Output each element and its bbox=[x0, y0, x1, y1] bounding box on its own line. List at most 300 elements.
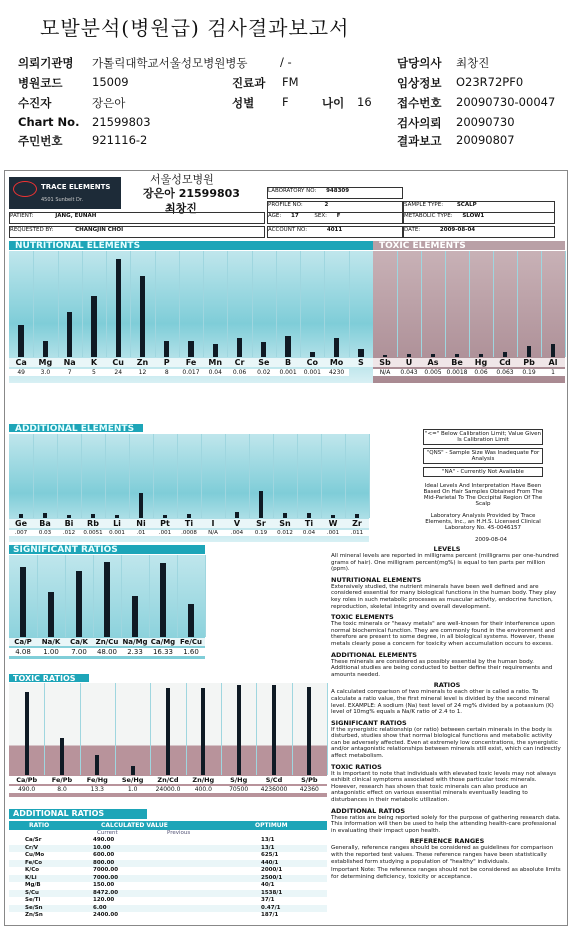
nutritional-value: 24 bbox=[106, 369, 130, 376]
lab-no-label: LABORATORY NO: bbox=[268, 188, 317, 194]
toxic-value: 0.043 bbox=[397, 369, 421, 376]
nutritional-label: Cr bbox=[227, 358, 251, 367]
additional-column bbox=[297, 434, 322, 518]
toxic-ratio-value: 400.0 bbox=[186, 786, 221, 793]
department-label: 진료과 bbox=[232, 76, 266, 90]
nutritional-value: 0.06 bbox=[227, 369, 251, 376]
col-previous: Previous bbox=[167, 830, 191, 836]
significant-value: 2.33 bbox=[121, 648, 149, 656]
toxic-label: Hg bbox=[469, 358, 493, 367]
toxic-ratio-label: Fe/Hg bbox=[80, 776, 115, 784]
toxic-chart bbox=[373, 251, 565, 383]
additional-bar bbox=[331, 515, 336, 518]
nutritional-label: Mg bbox=[33, 358, 57, 367]
additional-label: Zr bbox=[345, 519, 369, 528]
nutritional-label: S bbox=[349, 358, 373, 367]
patient-value: 장은아 bbox=[92, 96, 126, 110]
ratio-optimum: 625/1 bbox=[261, 852, 279, 858]
ratio-name: S/Cu bbox=[25, 889, 39, 896]
resident-no-value: 921116-2 bbox=[92, 133, 148, 147]
ratios-heading: RATIOS bbox=[433, 681, 461, 690]
nutritional-bar bbox=[188, 341, 193, 357]
age-value: 16 bbox=[357, 95, 372, 109]
profile-label: PROFILE NO: bbox=[268, 202, 303, 208]
toxic-ratios-heading: TOXIC RATIOS bbox=[331, 762, 382, 771]
toxic-ratio-label: S/Cd bbox=[256, 776, 291, 784]
toxic-bar bbox=[407, 354, 412, 357]
toxic-ratios-chart bbox=[9, 683, 327, 797]
ratios-header bbox=[9, 821, 327, 830]
nutritional-chart bbox=[9, 251, 373, 383]
additional-label: Ge bbox=[9, 519, 33, 528]
toxic-ratio-value: 8.0 bbox=[44, 786, 79, 793]
nutritional-value: 0.001 bbox=[300, 369, 324, 376]
additional-label: I bbox=[201, 519, 225, 528]
nutritional-label: Zn bbox=[130, 358, 154, 367]
legend-line-3: "NA" - Currently Not Available bbox=[423, 467, 543, 477]
toxic-bar bbox=[431, 354, 436, 357]
significant-value: 7.00 bbox=[65, 648, 93, 656]
additional-label: Rb bbox=[81, 519, 105, 528]
reference-text: Generally, reference ranges should be considered as guidelines for comparison with the reported test values. These reference ranges have been statistically established form studying a population of "healthy" individuals. bbox=[331, 845, 554, 865]
nutritional-column bbox=[349, 251, 374, 357]
additional-column bbox=[33, 434, 58, 518]
additional-column bbox=[177, 434, 202, 518]
date-label: DATE: bbox=[404, 227, 421, 233]
nutritional-bar bbox=[358, 349, 363, 357]
additional-text: These minerals are considered as possibly essential by the human body. Additional studies are being conducted to better define their requirements and amounts needed. bbox=[331, 658, 553, 678]
ratio-current: 6.00 bbox=[93, 904, 107, 911]
significant-heading: SIGNIFICANT RATIOS bbox=[331, 718, 407, 727]
report-age-label: AGE: bbox=[268, 213, 282, 219]
additional-bar bbox=[43, 513, 48, 518]
significant-label: Na/Mg bbox=[122, 638, 148, 646]
metabolic-box bbox=[403, 212, 555, 224]
ratio-name: Ca/Sr bbox=[25, 837, 42, 843]
nutritional-bar bbox=[18, 325, 23, 357]
nutritional-value: 0.04 bbox=[203, 369, 227, 376]
additional-label: Sn bbox=[273, 519, 297, 528]
toxic-ratio-value: 13.3 bbox=[80, 786, 115, 793]
ratio-name: Fe/Co bbox=[25, 859, 43, 866]
nutritional-value: 49 bbox=[9, 369, 33, 376]
doctor-label: 담당의사 bbox=[397, 56, 442, 70]
nutritional-column bbox=[300, 251, 325, 357]
ratio-current: 7000.00 bbox=[93, 867, 119, 873]
additional-column bbox=[345, 434, 370, 518]
client-label: 의뢰기관명 bbox=[18, 56, 74, 70]
toxic-label: Al bbox=[541, 358, 565, 367]
ratio-row bbox=[9, 837, 327, 845]
additional-value: 0.001 bbox=[105, 530, 129, 536]
additional-label: Ba bbox=[33, 519, 57, 528]
nutritional-bar bbox=[285, 336, 290, 357]
ratio-current: 7000.00 bbox=[93, 874, 119, 881]
additional-column bbox=[9, 434, 34, 518]
ratio-row bbox=[9, 882, 327, 890]
significant-title: SIGNIFICANT RATIOS bbox=[9, 545, 205, 554]
significant-value: 4.08 bbox=[9, 648, 37, 656]
significant-label: Zn/Cu bbox=[93, 638, 121, 646]
additional-value: .01 bbox=[129, 530, 153, 536]
ratio-current: 600.00 bbox=[93, 852, 115, 858]
additional-value: .012 bbox=[57, 530, 81, 536]
toxic-column bbox=[517, 251, 542, 357]
ratio-name: Mg/B bbox=[25, 882, 41, 888]
ratio-current: 2400.00 bbox=[93, 912, 119, 918]
ratio-current: 150.00 bbox=[93, 882, 115, 888]
toxic-bar bbox=[479, 354, 484, 357]
nutritional-label: Fe bbox=[179, 358, 203, 367]
ratio-current: 490.00 bbox=[93, 837, 115, 843]
toxic-ratio-value: 4236000 bbox=[256, 786, 291, 793]
col-ratio-header: RATIO bbox=[29, 822, 50, 829]
nutritional-value: 8 bbox=[155, 369, 179, 376]
hospital-code-value: 15009 bbox=[92, 75, 129, 89]
logo-address: 4501 Sunbelt Dr. bbox=[41, 197, 84, 203]
nutritional-label: Na bbox=[58, 358, 82, 367]
col-calc-header: CALCULATED VALUE bbox=[101, 822, 168, 829]
ratio-name: K/Li bbox=[25, 874, 37, 881]
significant-label: Ca/P bbox=[9, 638, 37, 646]
significant-bar bbox=[48, 592, 54, 637]
toxic-ratio-bar bbox=[201, 688, 205, 775]
significant-text: If the synergistic relationship (or ratio) between certain minerals in the body is disturbed, studies show that normal biological functions and metabolic activity can be adversely affected. Even at extremely low concentrations, the synergistic and/or antagonistic relationships between minerals still exist, which can indirectly affect metabolism. bbox=[331, 726, 561, 760]
ratio-optimum: 2500/1 bbox=[261, 874, 283, 881]
toxic-label: Sb bbox=[373, 358, 397, 367]
additional-bar bbox=[307, 513, 312, 518]
account-label: ACCOUNT NO: bbox=[268, 227, 308, 233]
ratios-subheader bbox=[9, 830, 327, 837]
toxic-ratio-label: S/Hg bbox=[221, 776, 256, 784]
toxic-value: 1 bbox=[541, 369, 565, 376]
toxic-label: Cd bbox=[493, 358, 517, 367]
nutritional-label: Cu bbox=[106, 358, 130, 367]
clinical-info-label: 임상정보 bbox=[397, 76, 442, 90]
additional-column bbox=[201, 434, 226, 518]
metabolic-label: METABOLIC TYPE: bbox=[404, 213, 453, 219]
scanned-report bbox=[4, 170, 568, 926]
additional-value: .001 bbox=[321, 530, 345, 536]
logo-emblem-icon bbox=[13, 181, 37, 197]
additional-ratios-title: ADDITIONAL RATIOS bbox=[9, 809, 147, 819]
nutritional-bar bbox=[213, 344, 218, 357]
additional-chart bbox=[9, 434, 369, 542]
resident-no-label: 주민번호 bbox=[18, 134, 63, 148]
page-title: 모발분석(병원급) 검사결과보고서 bbox=[40, 16, 350, 40]
ratio-row bbox=[9, 860, 327, 868]
toxic-ratio-bar bbox=[166, 688, 170, 775]
ratio-current: 8472.00 bbox=[93, 889, 119, 896]
ratio-row bbox=[9, 897, 327, 905]
toxic-ratio-label: Fe/Pb bbox=[44, 776, 79, 784]
nutritional-value: 3.0 bbox=[33, 369, 57, 376]
ratio-row bbox=[9, 867, 327, 875]
toxic-value: 0.005 bbox=[421, 369, 445, 376]
toxic-ratio-bar bbox=[95, 755, 99, 775]
additional-value: 0.012 bbox=[273, 530, 297, 536]
toxic-value: 0.06 bbox=[469, 369, 493, 376]
nutritional-value: 0.017 bbox=[179, 369, 203, 376]
toxic-column bbox=[469, 251, 494, 357]
ward-value: / - bbox=[280, 55, 292, 69]
additional-bar bbox=[91, 514, 96, 518]
additional-column bbox=[273, 434, 298, 518]
additional-label: Ti bbox=[177, 519, 201, 528]
toxic-column bbox=[373, 251, 398, 357]
toxic-value: 0.19 bbox=[517, 369, 541, 376]
chart-no-label: Chart No. bbox=[18, 115, 80, 129]
nutritional-bar bbox=[116, 259, 121, 357]
request-date-value: 20090730 bbox=[456, 115, 515, 129]
toxic-ratio-bar bbox=[272, 685, 276, 775]
ratio-name: Cr/V bbox=[25, 844, 39, 851]
ratio-optimum: 13/1 bbox=[261, 837, 275, 843]
additional-label: Bi bbox=[57, 519, 81, 528]
report-sex-label: SEX: bbox=[314, 213, 328, 219]
ratios-text: A calculated comparison of two minerals to each other is called a ratio. To calculate a ratio value, the first mineral level is divided by the second mineral level. EXAMPLE: A sodium (Na) test level of 24 mg% divided by a potassium (K) level of 10mg% equals a Na/K ratio of 2.4 to 1. bbox=[331, 689, 554, 716]
nutritional-bar bbox=[334, 338, 339, 357]
report-patient-label: PATIENT: bbox=[10, 213, 34, 219]
additional-label: Ni bbox=[129, 519, 153, 528]
additional-column bbox=[321, 434, 346, 518]
legend-line-2: "QNS" - Sample Size Was Inadequate For Analysis bbox=[423, 448, 543, 464]
ratio-optimum: 440/1 bbox=[261, 859, 279, 866]
request-date-label: 검사의뢰 bbox=[397, 116, 442, 130]
ratio-optimum: 40/1 bbox=[261, 882, 275, 888]
toxic-bar bbox=[455, 354, 460, 357]
toxic-title: TOXIC ELEMENTS bbox=[373, 241, 565, 250]
additional-ratios-text: These ratios are being reported solely for the purpose of gathering research data. This information will then be used to help the attending health-care professional in evaluating their impact upon health. bbox=[331, 814, 561, 834]
additional-value: 0.19 bbox=[249, 530, 273, 536]
nutritional-bar bbox=[164, 341, 169, 357]
nutritional-title: NUTRITIONAL ELEMENTS bbox=[9, 241, 373, 250]
date-value: 2009-08-04 bbox=[439, 227, 476, 233]
additional-bar bbox=[139, 493, 144, 518]
reference-heading: REFERENCE RANGES bbox=[409, 837, 485, 846]
toxic-ratio-bar bbox=[25, 692, 29, 775]
explanations bbox=[331, 545, 563, 921]
nutritional-label: Ca bbox=[9, 358, 33, 367]
additional-column bbox=[105, 434, 130, 518]
ratio-optimum: 0.47/1 bbox=[261, 904, 281, 911]
toxic-bar bbox=[551, 344, 556, 357]
doctor-value: 최창진 bbox=[456, 56, 490, 70]
additional-column bbox=[57, 434, 82, 518]
stamp-doctor: 최창진 bbox=[165, 202, 197, 215]
additional-value: N/A bbox=[201, 530, 225, 536]
additional-label: Pt bbox=[153, 519, 177, 528]
significant-value: 16.33 bbox=[149, 648, 177, 656]
significant-bar bbox=[160, 563, 166, 637]
significant-bar bbox=[132, 596, 138, 637]
sex-value: F bbox=[282, 95, 289, 109]
date-box bbox=[403, 226, 555, 238]
significant-label: Na/K bbox=[37, 638, 65, 646]
requested-label: REQUESTED BY: bbox=[10, 227, 54, 233]
additional-ratios-heading: ADDITIONAL RATIOS bbox=[331, 806, 406, 815]
additional-ratios-table bbox=[9, 821, 327, 925]
nutritional-bar bbox=[310, 352, 315, 357]
toxic-bar bbox=[503, 352, 508, 357]
nutritional-label: P bbox=[155, 358, 179, 367]
toxic-label: U bbox=[397, 358, 421, 367]
additional-title: ADDITIONAL ELEMENTS bbox=[9, 424, 143, 432]
report-patient-value: JANG, EUNAH bbox=[55, 213, 97, 219]
additional-bar bbox=[163, 515, 168, 518]
nutritional-heading: NUTRITIONAL ELEMENTS bbox=[331, 575, 422, 584]
logo-text: TRACE ELEMENTS bbox=[41, 183, 111, 191]
additional-bar bbox=[259, 491, 264, 518]
nutritional-label: Mn bbox=[203, 358, 227, 367]
additional-label: Li bbox=[105, 519, 129, 528]
nutritional-column bbox=[203, 251, 228, 357]
nutritional-value: 4230 bbox=[324, 369, 348, 376]
nutritional-bar bbox=[91, 296, 96, 357]
ratio-name: K/Co bbox=[25, 867, 40, 873]
significant-bar bbox=[76, 571, 82, 637]
additional-bar bbox=[283, 513, 288, 518]
ratio-name: Zn/Sn bbox=[25, 912, 43, 918]
patient-label: 수진자 bbox=[18, 96, 52, 110]
col-optimum-header: OPTIMUM bbox=[255, 822, 288, 829]
ratio-optimum: 2000/1 bbox=[261, 867, 283, 873]
additional-bar bbox=[355, 514, 360, 518]
nutritional-label: K bbox=[82, 358, 106, 367]
toxic-bar bbox=[383, 355, 388, 357]
account-box bbox=[267, 226, 403, 238]
nutritional-value: 0.02 bbox=[252, 369, 276, 376]
toxic-ratio-value: 1.0 bbox=[115, 786, 150, 793]
sample-value: SCALP bbox=[456, 202, 477, 208]
ratio-rows bbox=[9, 837, 327, 920]
additional-bar bbox=[115, 515, 120, 518]
lab-logo bbox=[9, 177, 121, 209]
toxic-column bbox=[421, 251, 446, 357]
age-label: 나이 bbox=[322, 96, 345, 110]
ratio-current: 800.00 bbox=[93, 859, 115, 866]
hospital-code-label: 병원코드 bbox=[18, 76, 63, 90]
ratio-row bbox=[9, 912, 327, 920]
additional-value: .004 bbox=[225, 530, 249, 536]
toxic-ratio-label: S/Pb bbox=[292, 776, 327, 784]
ratio-row bbox=[9, 875, 327, 883]
toxic-label: As bbox=[421, 358, 445, 367]
clinical-info-value: O23R72PF0 bbox=[456, 75, 524, 89]
nutritional-bar bbox=[237, 338, 242, 357]
ratio-row bbox=[9, 890, 327, 898]
significant-bar bbox=[188, 604, 194, 637]
ratio-optimum: 187/1 bbox=[261, 912, 279, 918]
toxic-ratio-bar bbox=[307, 687, 311, 775]
lab-no-box bbox=[267, 187, 403, 199]
toxic-label: Pb bbox=[517, 358, 541, 367]
chart-no-value: 21599803 bbox=[92, 115, 151, 129]
requested-by-box bbox=[9, 226, 265, 238]
levels-heading: LEVELS bbox=[433, 545, 461, 553]
nutritional-bar bbox=[261, 342, 266, 357]
report-age-value: 17 bbox=[291, 213, 299, 219]
ratio-row bbox=[9, 845, 327, 853]
significant-label: Ca/K bbox=[65, 638, 93, 646]
department-value: FM bbox=[282, 75, 299, 89]
receipt-no-label: 접수번호 bbox=[397, 96, 442, 110]
metabolic-value: SLOW1 bbox=[462, 213, 485, 219]
profile-value: 2 bbox=[324, 202, 329, 208]
toxic-ratio-label: Zn/Cd bbox=[150, 776, 185, 784]
legend-notes bbox=[423, 429, 543, 547]
nutritional-label: B bbox=[276, 358, 300, 367]
additional-value: 0.03 bbox=[33, 530, 57, 536]
nutritional-label: Co bbox=[300, 358, 324, 367]
levels-text: All mineral levels are reported in milligrams percent (milligrams per one-hundred grams of hair). One milligram percent(mg%) is equal to ten parts per million (ppm). bbox=[331, 553, 559, 573]
receipt-no-value: 20090730-00047 bbox=[456, 95, 556, 109]
significant-label: Ca/Mg bbox=[150, 638, 176, 646]
nutritional-value: 12 bbox=[130, 369, 154, 376]
reference-note: Important Note: The reference ranges should not be considered as absolute limits for determining deficiency, toxicity or acceptance. bbox=[331, 867, 561, 880]
toxic-value: 0.063 bbox=[493, 369, 517, 376]
col-current: Current bbox=[97, 830, 118, 836]
significant-bar bbox=[104, 562, 110, 637]
ratio-name: Se/Ti bbox=[25, 897, 41, 903]
requested-value: CHANGJIN CHOI bbox=[75, 227, 124, 233]
significant-value: 48.00 bbox=[93, 648, 121, 656]
ratio-name: Se/Sn bbox=[25, 904, 43, 911]
toxic-ratios-text: It is important to note that individuals with elevated toxic levels may not always exhibit clinical symptoms associated with those particular toxic minerals. However, research has shown that toxic minerals can also produce an antagonistic effect on various essential minerals eventually leading to disturbances in their metabolic utilization. bbox=[331, 770, 557, 804]
ratio-row bbox=[9, 852, 327, 860]
legend-date: 2009-08-04 bbox=[475, 537, 507, 543]
nutritional-label: Se bbox=[252, 358, 276, 367]
nutritional-bar bbox=[43, 341, 48, 357]
additional-bar bbox=[19, 514, 24, 518]
toxic-value: N/A bbox=[373, 369, 397, 376]
toxic-text: The toxic minerals or "heavy metals" are well-known for their interference upon normal biochemical function. They are commonly found in the environment and therefore are present to some degree, in all biological systems. However, these metals clearly pose a concern for toxicity when accumulation occurs to excess. bbox=[331, 621, 556, 647]
toxic-ratio-value: 70500 bbox=[221, 786, 256, 793]
toxic-ratio-value: 42360 bbox=[292, 786, 327, 793]
sex-label: 성별 bbox=[232, 96, 255, 110]
additional-label: Ti bbox=[297, 519, 321, 528]
toxic-heading: TOXIC ELEMENTS bbox=[331, 613, 394, 622]
additional-column bbox=[225, 434, 250, 518]
toxic-bar bbox=[527, 346, 532, 357]
ratio-optimum: 13/1 bbox=[261, 844, 275, 851]
additional-value: .0008 bbox=[177, 530, 201, 536]
additional-value: .007 bbox=[9, 530, 33, 536]
toxic-column bbox=[541, 251, 566, 357]
ratio-current: 120.00 bbox=[93, 897, 115, 903]
additional-bar bbox=[187, 514, 192, 518]
toxic-column bbox=[445, 251, 470, 357]
additional-column bbox=[81, 434, 106, 518]
additional-column bbox=[153, 434, 178, 518]
toxic-ratio-value: 490.0 bbox=[9, 786, 44, 793]
ratio-current: 10.00 bbox=[93, 844, 111, 851]
stamp-hospital: 서울성모병원 bbox=[150, 173, 214, 186]
legend-line-1: "<=" Below Calibration Limit; Value Given Is Calibration Limit bbox=[425, 431, 541, 443]
additional-value: 0.0051 bbox=[81, 530, 105, 536]
ratio-optimum: 1538/1 bbox=[261, 889, 283, 896]
sample-label: SAMPLE TYPE: bbox=[404, 202, 444, 208]
nutritional-bar bbox=[67, 312, 72, 357]
nutritional-label: Mo bbox=[324, 358, 348, 367]
legend-line-4: Ideal Levels And Interpretation Have Been Based On Hair Samples Obtained From The Mid-Parietal To The Occipital Region Of The Scalp bbox=[423, 483, 543, 507]
nutritional-bar bbox=[140, 276, 145, 357]
significant-label: Fe/Cu bbox=[177, 638, 205, 646]
toxic-ratio-label: Ca/Pb bbox=[9, 776, 44, 784]
significant-chart bbox=[9, 555, 205, 659]
toxic-ratio-bar bbox=[237, 685, 241, 775]
report-date-label: 결과보고 bbox=[397, 134, 442, 148]
